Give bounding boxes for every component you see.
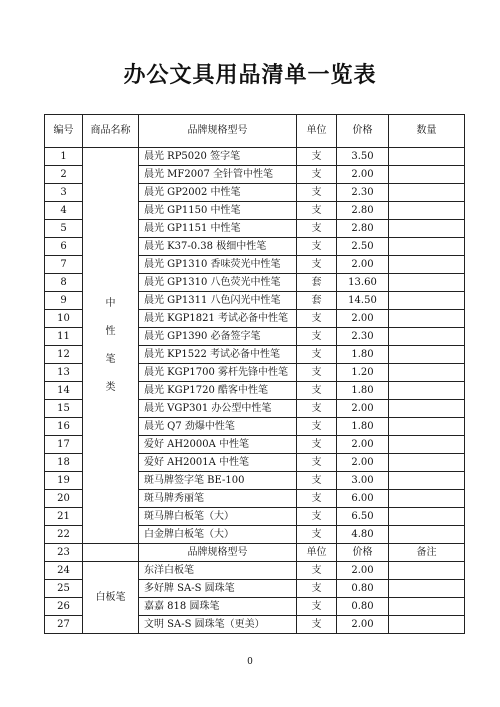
row-price: 1.20 [337,364,389,382]
row-brand: 晨光 KGP1700 雾杆先锋中性笔 [139,364,297,382]
row-qty [389,328,465,346]
row-qty [389,436,465,454]
row-number: 10 [45,310,83,328]
row-unit: 支 [297,202,337,220]
row-unit: 支 [297,220,337,238]
row-price: 2.00 [337,454,389,472]
row-price: 3.00 [337,472,389,490]
row-qty [389,238,465,256]
row-number: 9 [45,292,83,310]
row-qty [389,508,465,526]
row-unit: 支 [297,238,337,256]
row-price: 2.80 [337,220,389,238]
row-brand: 晨光 K37-0.38 极细中性笔 [139,238,297,256]
row-brand: 白金牌白板笔（大） [139,526,297,544]
row-unit: 支 [297,382,337,400]
subheader-row [45,544,465,562]
row-brand: 嘉嘉 818 圆珠笔 [139,598,297,616]
row-number: 5 [45,220,83,238]
row-unit: 支 [297,418,337,436]
row-qty [389,148,465,166]
row-number: 23 [45,544,83,562]
row-unit: 支 [297,166,337,184]
row-remark [389,616,465,634]
row-price: 1.80 [337,382,389,400]
row-number: 7 [45,256,83,274]
row-brand: 晨光 VGP301 办公型中性笔 [139,400,297,418]
table-body [45,115,465,634]
header-qty: 数量 [389,115,465,148]
row-number: 17 [45,436,83,454]
header-name: 商品名称 [83,115,139,148]
row-unit: 支 [297,454,337,472]
row-brand: 多好牌 SA-S 圆珠笔 [139,580,297,598]
row-price: 3.50 [337,148,389,166]
row-unit: 支 [297,580,337,598]
header-brand: 品牌规格型号 [139,115,297,148]
row-number: 12 [45,346,83,364]
row-brand: 晨光 GP1150 中性笔 [139,202,297,220]
row-number: 18 [45,454,83,472]
row-price: 0.80 [337,580,389,598]
row-brand: 晨光 RP5020 签字笔 [139,148,297,166]
row-price: 2.00 [337,616,389,634]
row-brand: 文明 SA-S 圆珠笔（更美） [139,616,297,634]
row-qty [389,220,465,238]
table-row [45,148,465,166]
row-unit: 套 [297,292,337,310]
row-price: 6.50 [337,508,389,526]
row-number: 20 [45,490,83,508]
row-unit: 支 [297,436,337,454]
row-unit: 套 [297,274,337,292]
row-unit: 支 [297,526,337,544]
row-qty [389,400,465,418]
row-brand: 晨光 KP1522 考试必备中性笔 [139,346,297,364]
row-brand: 晨光 GP1310 八色荧光中性笔 [139,274,297,292]
row-unit: 支 [297,598,337,616]
row-price: 13.60 [337,274,389,292]
row-unit: 支 [297,328,337,346]
row-brand: 晨光 KGP1720 酷客中性笔 [139,382,297,400]
row-number: 2 [45,166,83,184]
header-unit: 单位 [297,115,337,148]
row-price: 4.80 [337,526,389,544]
row-number: 1 [45,148,83,166]
subheader-remark: 备注 [389,544,465,562]
row-price: 2.50 [337,238,389,256]
row-unit: 支 [297,616,337,634]
row-price: 2.00 [337,310,389,328]
row-price: 2.30 [337,328,389,346]
row-qty [389,490,465,508]
row-unit: 支 [297,148,337,166]
page-title: 办公文具用品清单一览表 [123,62,377,88]
row-qty [389,184,465,202]
row-brand: 斑马牌秀丽笔 [139,490,297,508]
row-number: 11 [45,328,83,346]
stationery-table [44,114,465,634]
row-number: 19 [45,472,83,490]
category-gel-pen [83,148,139,544]
header-no: 编号 [45,115,83,148]
row-price: 2.00 [337,166,389,184]
row-number: 6 [45,238,83,256]
row-brand: 晨光 GP1311 八色闪光中性笔 [139,292,297,310]
row-unit: 支 [297,400,337,418]
row-number: 13 [45,364,83,382]
row-brand: 晨光 GP2002 中性笔 [139,184,297,202]
row-remark [389,598,465,616]
row-price: 2.30 [337,184,389,202]
row-price: 14.50 [337,292,389,310]
row-number: 27 [45,616,83,634]
row-qty [389,166,465,184]
row-brand: 晨光 Q7 劲爆中性笔 [139,418,297,436]
header-price: 价格 [337,115,389,148]
row-brand: 爱好 AH2000A 中性笔 [139,436,297,454]
row-number: 22 [45,526,83,544]
row-brand: 晨光 GP1151 中性笔 [139,220,297,238]
row-number: 14 [45,382,83,400]
row-price: 2.00 [337,562,389,580]
row-unit: 支 [297,508,337,526]
row-brand: 晨光 GP1390 必备签字笔 [139,328,297,346]
row-number: 25 [45,580,83,598]
row-unit: 支 [297,490,337,508]
row-unit: 支 [297,472,337,490]
row-brand: 斑马牌签字笔 BE-100 [139,472,297,490]
row-qty [389,418,465,436]
row-brand: 东洋白板笔 [139,562,297,580]
category-char: 笔 [105,353,116,365]
row-qty [389,310,465,328]
subheader-price: 价格 [337,544,389,562]
subheader-brand: 品牌规格型号 [139,544,297,562]
row-price: 1.80 [337,346,389,364]
row-brand: 晨光 GP1310 香味荧光中性笔 [139,256,297,274]
category-char: 中 [105,297,116,309]
row-unit: 支 [297,346,337,364]
row-remark [389,580,465,598]
category-char: 性 [105,325,116,337]
row-number: 16 [45,418,83,436]
row-qty [389,292,465,310]
row-qty [389,346,465,364]
table-header-row [45,115,465,148]
row-price: 1.80 [337,418,389,436]
row-number: 26 [45,598,83,616]
row-qty [389,364,465,382]
row-qty [389,382,465,400]
row-brand: 晨光 KGP1821 考试必备中性笔 [139,310,297,328]
row-price: 0.80 [337,598,389,616]
row-number: 8 [45,274,83,292]
row-price: 2.00 [337,400,389,418]
table-row [45,562,465,580]
row-number: 4 [45,202,83,220]
subheader-unit: 单位 [297,544,337,562]
row-remark [389,562,465,580]
row-price: 2.00 [337,256,389,274]
row-unit: 支 [297,256,337,274]
row-unit: 支 [297,562,337,580]
subheader-name [83,544,139,562]
row-brand: 斑马牌白板笔（大） [139,508,297,526]
category-whiteboard-pen: 白板笔 [83,562,139,634]
row-unit: 支 [297,184,337,202]
category-char: 类 [105,381,116,393]
row-qty [389,274,465,292]
row-number: 15 [45,400,83,418]
row-price: 6.00 [337,490,389,508]
row-price: 2.80 [337,202,389,220]
row-qty [389,202,465,220]
row-brand: 晨光 MF2007 全针管中性笔 [139,166,297,184]
row-qty [389,454,465,472]
row-qty [389,472,465,490]
row-brand: 爱好 AH2001A 中性笔 [139,454,297,472]
row-qty [389,256,465,274]
row-price: 2.00 [337,436,389,454]
page-number: 0 [247,657,253,667]
row-qty [389,526,465,544]
row-unit: 支 [297,310,337,328]
row-number: 3 [45,184,83,202]
row-unit: 支 [297,364,337,382]
row-number: 21 [45,508,83,526]
row-number: 24 [45,562,83,580]
